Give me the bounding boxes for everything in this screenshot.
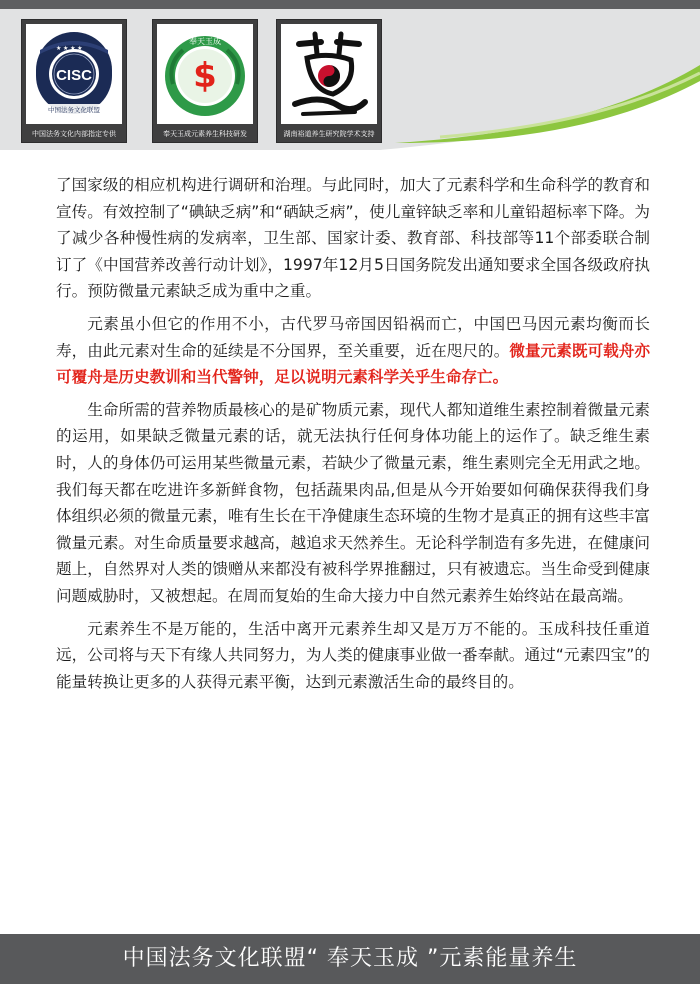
paragraph-2-text: 元素虽小但它的作用不小，古代罗马帝国因铅祸而亡，中国巴马因元素均衡而长寿，由此元素对生命的延续是不分国界，至关重要，近在咫尺的。 bbox=[56, 314, 650, 360]
article-body bbox=[56, 172, 650, 701]
calligraphy-emblem-icon bbox=[281, 24, 377, 124]
footer-bar bbox=[0, 934, 700, 984]
logo-card-hunan bbox=[276, 19, 382, 143]
logo-card-fengtian bbox=[152, 19, 258, 143]
logo-caption-fengtian: 奉天玉成元素养生科技研发 bbox=[163, 130, 247, 138]
footer-title: 中国法务文化联盟“ 奉天玉成 ”元素能量养生 bbox=[122, 946, 578, 971]
logo-caption-cisc: 中国法务文化内部指定专供 bbox=[32, 130, 116, 138]
article-paragraph-1: 了国家级的相应机构进行调研和治理。与此同时，加大了元素科学和生命科学的教育和宣传。有效控制了“碘缺乏病”和“硒缺乏病”，使儿童锌缺乏率和儿童铅超标率下降。为了减少各种慢性病的发病率，卫生部、国家计委、教育部、科技部等11个部委联合制订了《中国营养改善行动计划》，1997年12月5日国务院发出通知要求全国各级政府执行。预防微量元素缺乏成为重中之重。 bbox=[56, 176, 650, 301]
cisc-emblem-icon bbox=[26, 24, 122, 124]
article-paragraph-4: 元素养生不是万能的，生活中离开元素养生却又是万万不能的。玉成科技任重道远，公司将与天下有缘人共同努力，为人类的健康事业做一番奉献。通过“元素四宝”的能量转换让更多的人获得元素平衡，达到元素激活生命的最终目的。 bbox=[56, 619, 650, 691]
svg-text:CISC: CISC bbox=[56, 67, 92, 84]
svg-text:$: $ bbox=[193, 56, 217, 96]
article-paragraph-2 bbox=[56, 311, 650, 391]
svg-text:中国法务文化联盟: 中国法务文化联盟 bbox=[48, 106, 100, 114]
top-strip bbox=[0, 0, 700, 9]
article-paragraph-3: 生命所需的营养物质最核心的是矿物质元素，现代人都知道维生素控制着微量元素的运用，如果缺乏微量元素的话，就无法执行任何身体功能上的运作了。缺乏维生素时，人的身体仍可运用某些微量元素，若缺少了微量元素，维生素则完全无用武之地。我们每天都在吃进许多新鲜食物，包括蔬果肉品,但是从今开始要如何确保获得我们身体组织必须的微量元素，唯有生长在干净健康生态环境的生物才是真正的拥有这些丰富微量元素。对生命质量要求越高，越追求天然养生。无论科学制造有多先进，在健康问题上，自然界对人类的馈赠从来都没有被科学界推翻过，只有被遗忘。当生命受到健康问题威胁时，又被想起。在周而复始的生命大接力中自然元素养生始终站在最高端。 bbox=[56, 400, 650, 605]
highlighted-warning-text: 微量元素既可载舟亦可覆舟是历史教训和当代警钟，足以说明元素科学关乎生命存亡。 bbox=[56, 341, 650, 387]
svg-text:★ ★ ★ ★: ★ ★ ★ ★ bbox=[56, 46, 83, 52]
header-band bbox=[0, 9, 700, 150]
logo-caption-hunan: 湖南裕道养生研究院学术支持 bbox=[283, 130, 375, 138]
logo-card-cisc bbox=[21, 19, 127, 143]
svg-text:奉天玉成: 奉天玉成 bbox=[189, 37, 221, 46]
yucheng-emblem-icon bbox=[157, 24, 253, 124]
